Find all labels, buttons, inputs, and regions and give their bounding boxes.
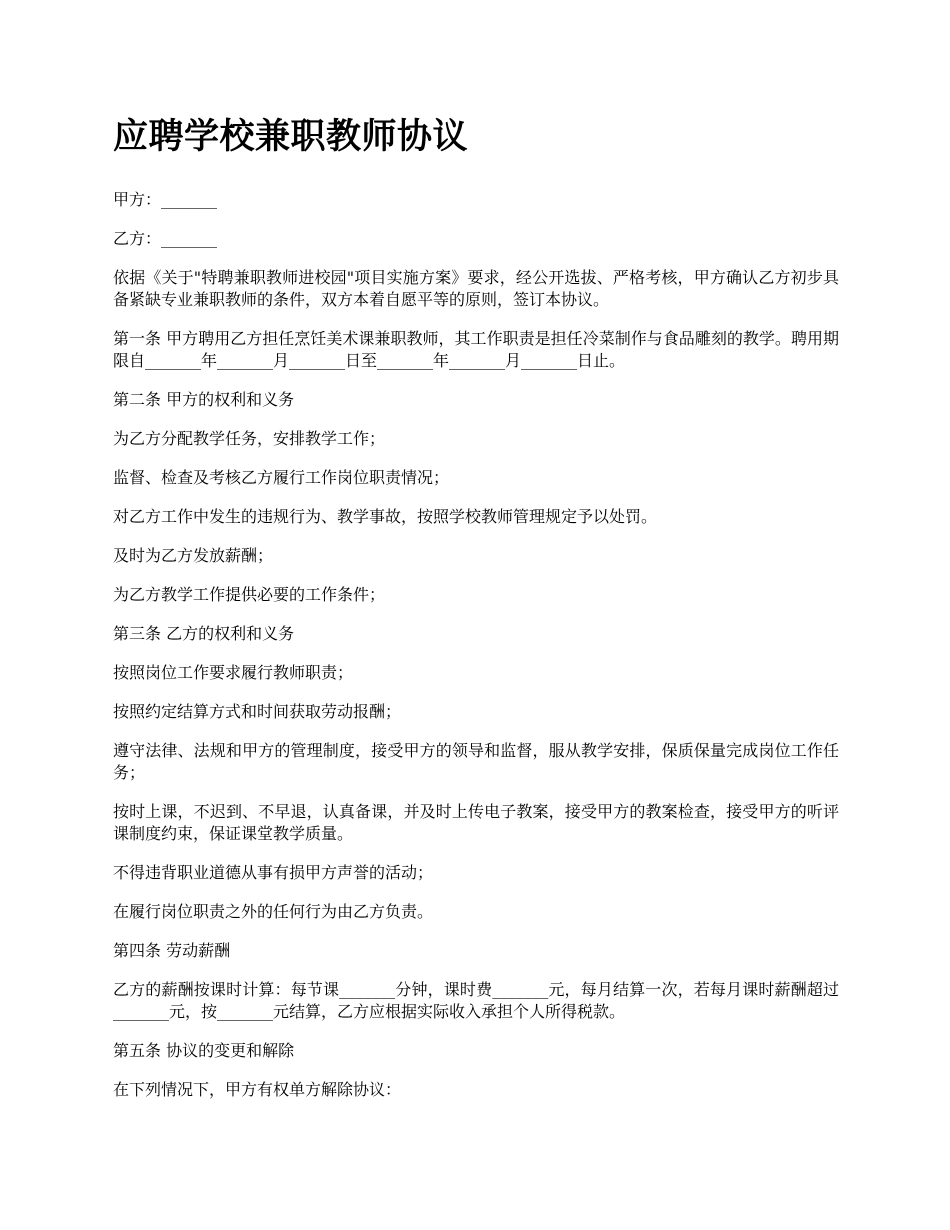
- document-title: 应聘学校兼职教师协议: [113, 116, 469, 157]
- article-3-item-6: 在履行岗位职责之外的任何行为由乙方负责。: [113, 902, 434, 921]
- article-4-heading: 第四条 劳动薪酬: [113, 941, 231, 960]
- article-4-paragraph: 乙方的薪酬按课时计算：每节课_______分钟，课时费_______元，每月结算一次，若每月课时薪酬超过_______元，按_______元结算，乙方应根据实际收入承担个人所得税款。: [113, 980, 839, 1021]
- article-3-item-1: 按照岗位工作要求履行教师职责；: [113, 663, 354, 682]
- article-3-item-5: 不得违背职业道德从事有损甲方声誉的活动；: [113, 863, 434, 882]
- article-3-item-2: 按照约定结算方式和时间获取劳动报酬；: [113, 702, 402, 721]
- document-page: [113, 112, 839, 1118]
- article-2-item-1: 为乙方分配教学任务，安排教学工作；: [113, 429, 386, 448]
- article-2-item-2: 监督、检查及考核乙方履行工作岗位职责情况；: [113, 468, 450, 487]
- article-2-item-5: 为乙方教学工作提供必要的工作条件；: [113, 585, 386, 604]
- article-3-item-3: 遵守法律、法规和甲方的管理制度，接受甲方的领导和监督，服从教学安排，保质保量完成岗位工作任务；: [113, 741, 839, 782]
- party-a-line: 甲方：_______: [113, 190, 218, 209]
- article-5-heading: 第五条 协议的变更和解除: [113, 1041, 295, 1060]
- article-3-heading: 第三条 乙方的权利和义务: [113, 624, 295, 643]
- article-3-item-4: 按时上课，不迟到、不早退，认真备课，并及时上传电子教案，接受甲方的教案检查，接受甲方的听评课制度约束，保证课堂教学质量。: [113, 802, 839, 843]
- article-2-heading: 第二条 甲方的权利和义务: [113, 390, 295, 409]
- party-b-line: 乙方：_______: [113, 229, 218, 248]
- article-5-intro: 在下列情况下，甲方有权单方解除协议：: [113, 1080, 402, 1099]
- article-2-item-3: 对乙方工作中发生的违规行为、教学事故，按照学校教师管理规定予以处罚。: [113, 507, 658, 526]
- article-1-paragraph: 第一条 甲方聘用乙方担任烹饪美术课兼职教师，其工作职责是担任冷菜制作与食品雕刻的教学。聘用期限自_______年_______月_______日至_______年_______月_______日止。: [113, 329, 839, 370]
- article-2-item-4: 及时为乙方发放薪酬；: [113, 546, 274, 565]
- preamble-paragraph: 依据《关于"特聘兼职教师进校园"项目实施方案》要求，经公开选拔、严格考核，甲方确认乙方初步具备紧缺专业兼职教师的条件，双方本着自愿平等的原则，签订本协议。: [113, 268, 839, 309]
